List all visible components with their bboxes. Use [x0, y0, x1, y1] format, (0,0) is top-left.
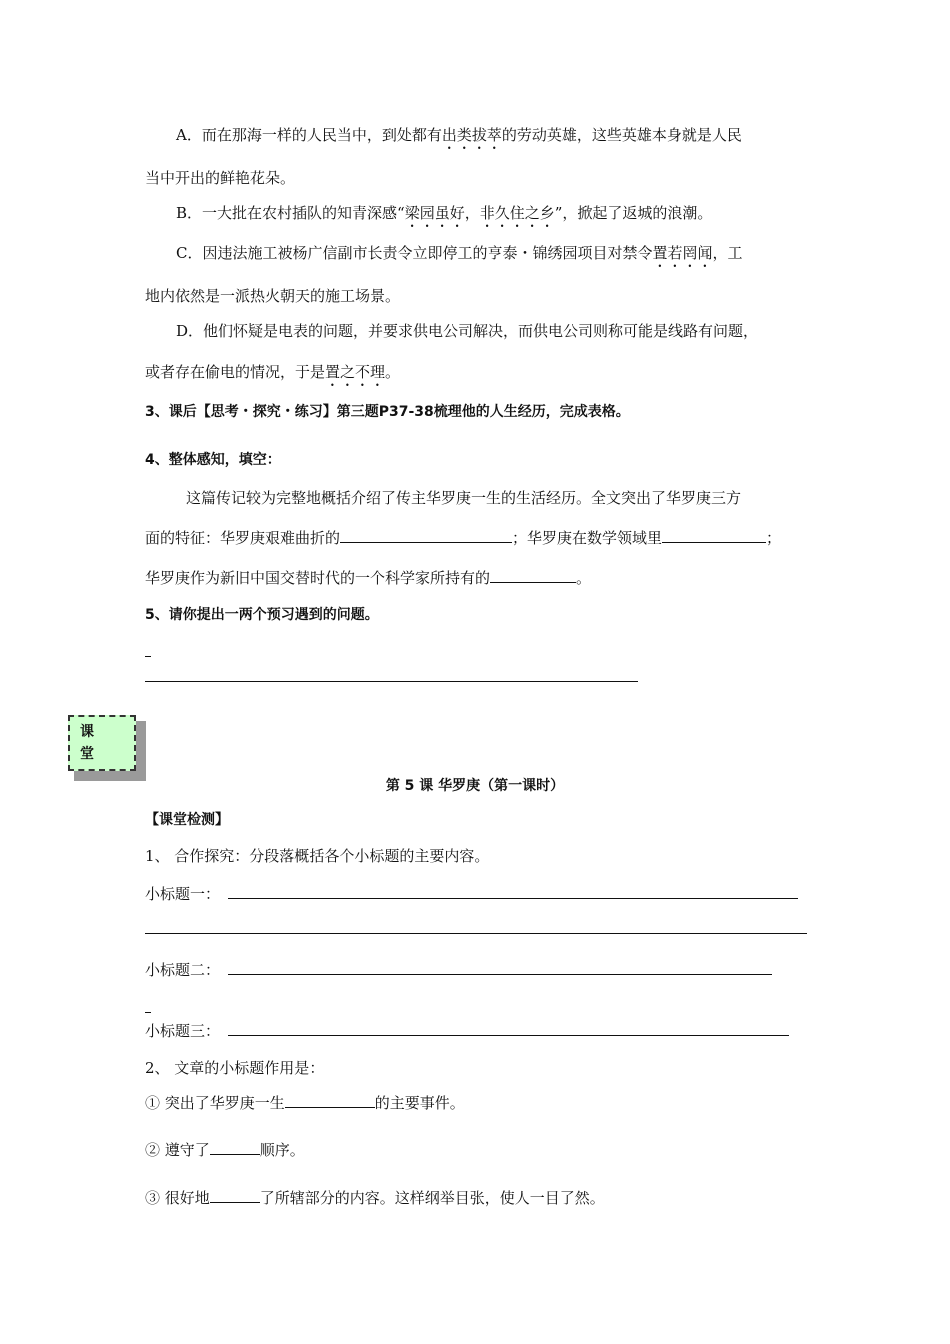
role-blank-1[interactable] [285, 1093, 375, 1108]
fill-blank-3[interactable] [490, 568, 576, 583]
question-4-para-line3 [145, 568, 591, 588]
option-c-line1 [176, 243, 743, 271]
option-a-text: A．而在那海一样的人民当中，到处都有 [176, 126, 442, 144]
question-4-heading: 4、整体感知，填空： [145, 452, 281, 468]
subtitle-2-label: 小标题二： [145, 961, 221, 979]
question-4-para-line2 [145, 528, 781, 548]
option-c-text-2: ，工 [712, 244, 743, 262]
subtitle-1-line-2[interactable] [145, 933, 807, 934]
option-d-line1: D．他们怀疑是电表的问题，并要求供电公司解决，而供电公司则称可能是线路有问题， [176, 322, 759, 340]
option-a-idiom: 出类拔萃 [441, 126, 502, 144]
role-text: 的主要事件。 [374, 1094, 465, 1112]
role-2 [145, 1140, 305, 1160]
option-d-text: 或者存在偷电的情况，于是 [145, 363, 326, 381]
classroom-item-2: 2、 文章的小标题作用是： [145, 1059, 325, 1077]
subtitle-1-label: 小标题一： [145, 885, 221, 903]
role-text: 了所辖部分的内容。这样纲举目张，使人一目了然。 [259, 1189, 605, 1207]
fill-text: 面的特征：华罗庚艰难曲折的 [145, 529, 341, 547]
question-4-para-line1: 这篇传记较为完整地概括介绍了传主华罗庚一生的生活经历。全文突出了华罗庚三方 [186, 489, 742, 507]
role-text: ① 突出了华罗庚一生 [145, 1094, 285, 1112]
option-a-line1 [176, 125, 742, 153]
badge-char-2: 堂 [80, 746, 94, 762]
subtitle-2-line[interactable] [228, 974, 772, 975]
fill-text: ； [766, 529, 782, 547]
question-3: 3、课后【思考・探究・练习】第三题P37-38梳理他的人生经历，完成表格。 [145, 404, 630, 420]
answer-line-stub [145, 656, 151, 657]
classroom-item-1: 1、 合作探究：分段落概括各个小标题的主要内容。 [145, 847, 490, 865]
classroom-heading: 【课堂检测】 [145, 812, 229, 828]
option-b [176, 203, 712, 231]
subtitle-2-line-stub [145, 1012, 151, 1013]
option-b-text-2: ”，掀起了返城的浪潮。 [554, 204, 713, 222]
option-c-idiom: 置若罔闻 [652, 244, 713, 262]
classroom-badge [68, 715, 136, 771]
answer-line[interactable] [145, 681, 638, 682]
role-text: ② 遵守了 [145, 1141, 210, 1159]
lesson-title: 第 5 课 华罗庚（第一课时） [385, 778, 565, 794]
role-text: ③ 很好地 [145, 1189, 210, 1207]
fill-text: 华罗庚作为新旧中国交替时代的一个科学家所持有的 [145, 569, 491, 587]
option-b-text: B．一大批在农村插队的知青深感“ [176, 204, 405, 222]
subtitle-1-line[interactable] [228, 898, 798, 899]
role-3 [145, 1188, 605, 1208]
option-d-line2 [145, 362, 400, 390]
question-5: 5、请你提出一两个预习遇到的问题。 [145, 607, 379, 623]
option-d-text-2: 。 [385, 363, 401, 381]
option-a-line2: 当中开出的鲜艳花朵。 [145, 169, 296, 187]
option-d-idiom: 置之不理 [325, 363, 386, 381]
option-b-idiom: 梁园虽好，非久住之乡 [404, 204, 555, 222]
role-text: 顺序。 [259, 1141, 305, 1159]
subtitle-3-label: 小标题三： [145, 1022, 221, 1040]
fill-blank-1[interactable] [340, 528, 512, 543]
option-c-text: C．因违法施工被杨广信副市长责令立即停工的亨泰・锦绣园项目对禁令 [176, 244, 653, 262]
role-1 [145, 1093, 465, 1113]
subtitle-3-line[interactable] [228, 1035, 789, 1036]
role-blank-3[interactable] [210, 1188, 260, 1203]
fill-blank-2[interactable] [662, 528, 766, 543]
option-c-line2: 地内依然是一派热火朝天的施工场景。 [145, 287, 401, 305]
fill-text: ；华罗庚在数学领域里 [512, 529, 663, 547]
fill-text: 。 [576, 569, 592, 587]
role-blank-2[interactable] [210, 1140, 260, 1155]
badge-char-1: 课 [80, 724, 94, 740]
option-a-text-2: 的劳动英雄，这些英雄本身就是人民 [501, 126, 742, 144]
